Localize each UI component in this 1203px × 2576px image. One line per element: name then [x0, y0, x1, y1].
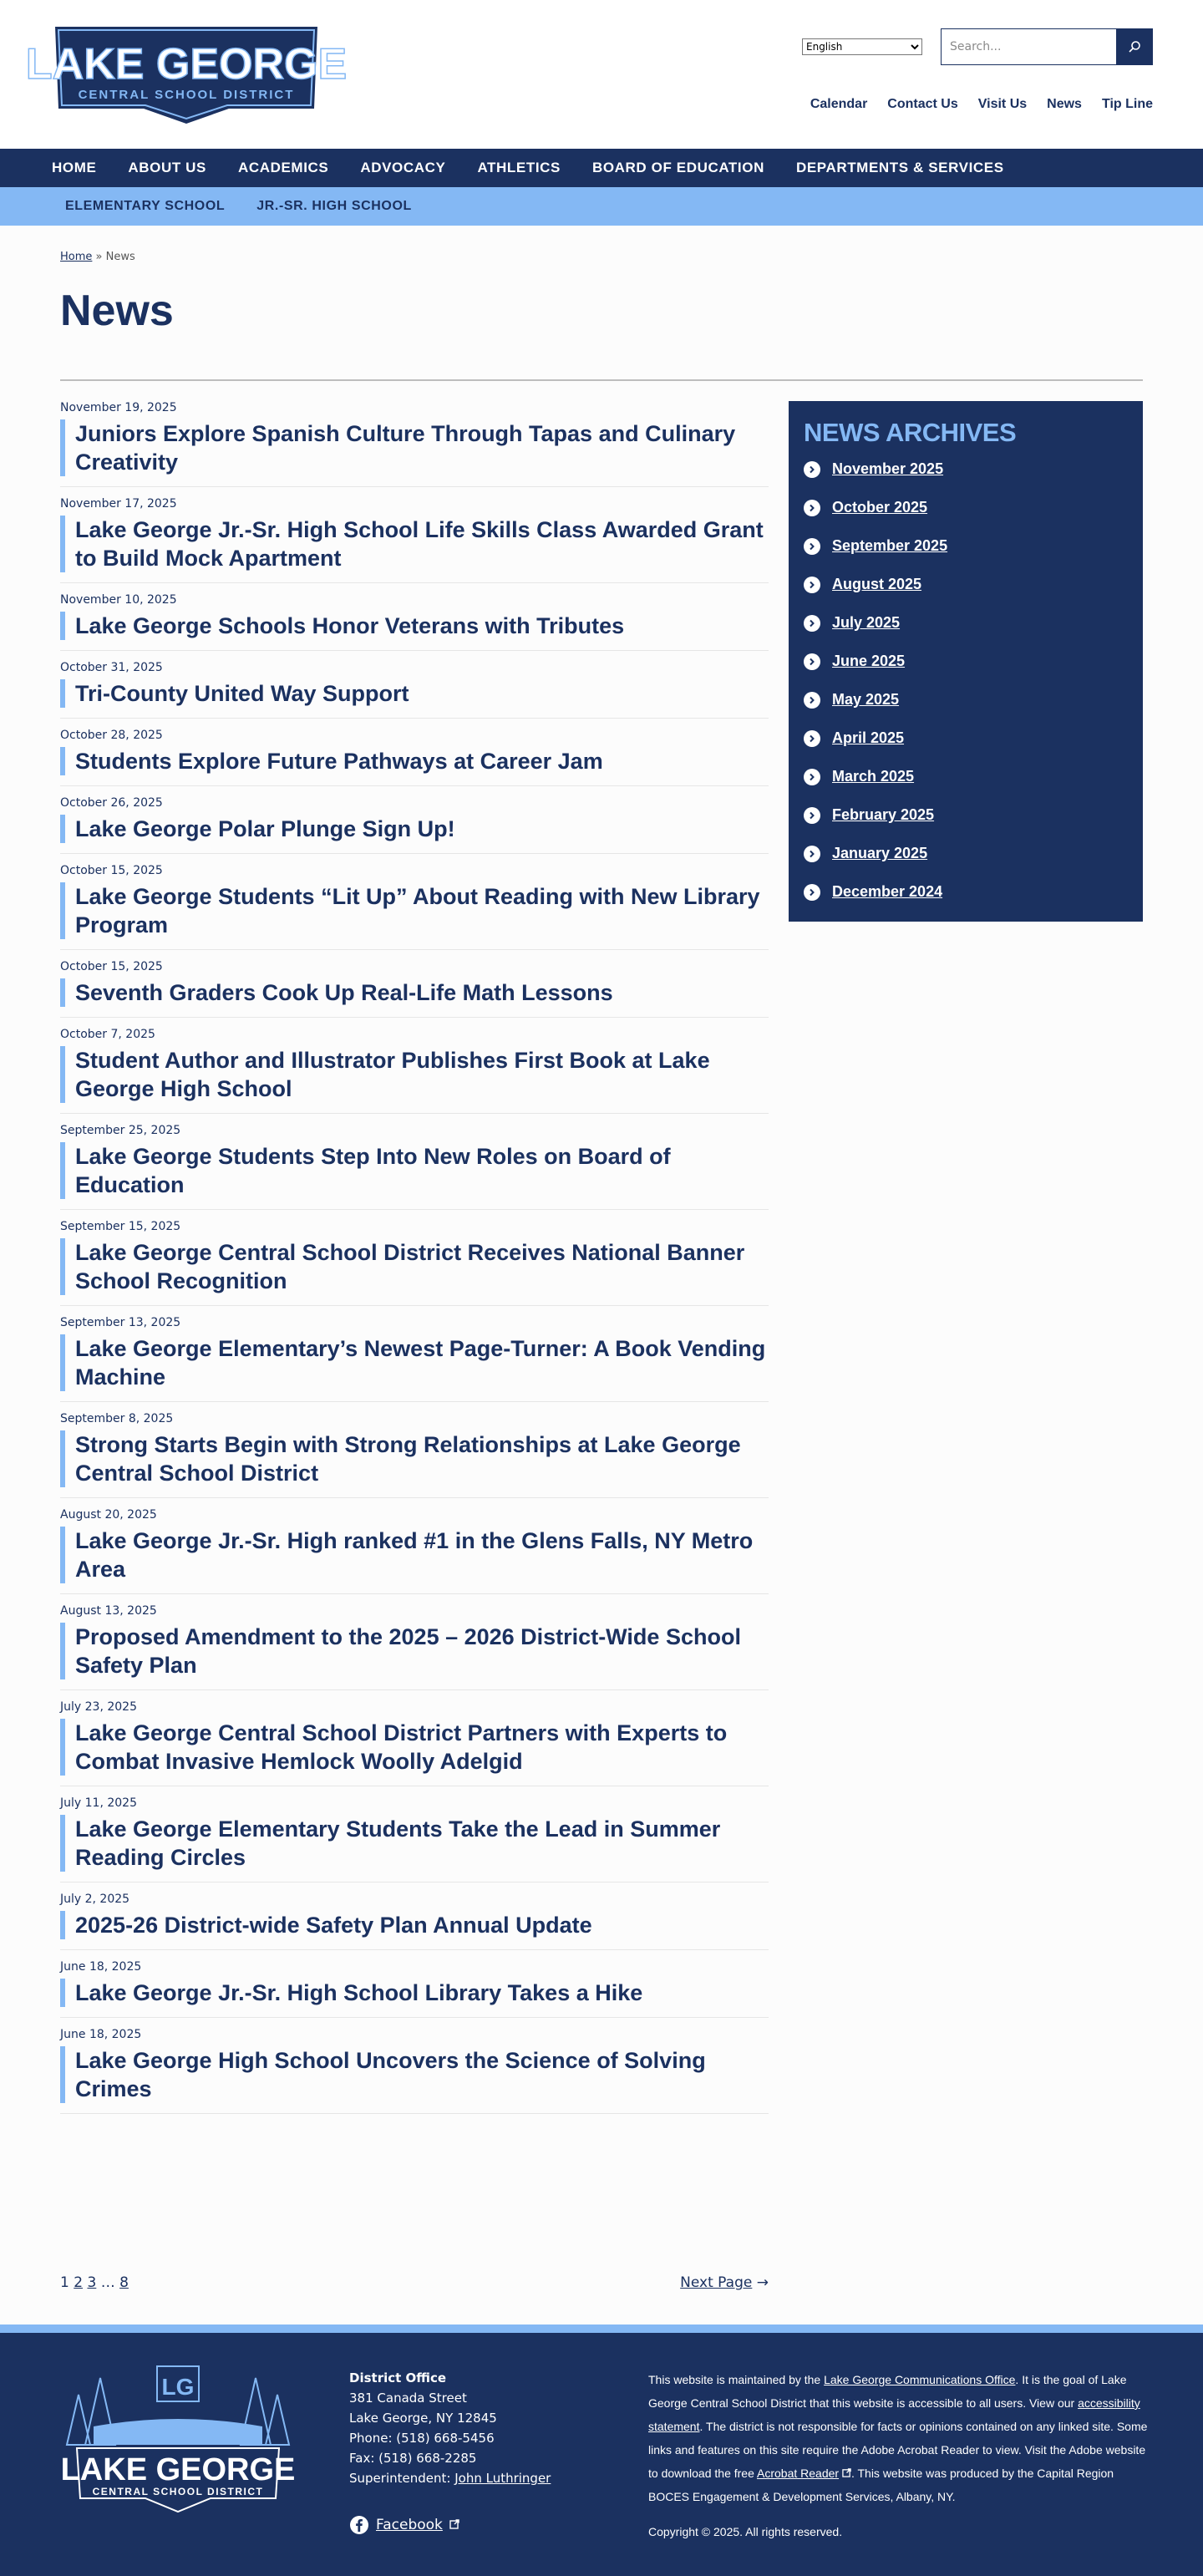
news-date: June 18, 2025 [60, 1960, 142, 1974]
news-date: October 7, 2025 [60, 1028, 155, 1041]
archive-item [804, 575, 1128, 594]
notice-text: . This website was produced by the Capital Region BOCES Engagement & Development Services, Albany, NY. [648, 2467, 1114, 2503]
title-divider [60, 379, 1143, 381]
search-icon [1128, 40, 1141, 53]
facebook-icon [349, 2515, 369, 2535]
next-page-link[interactable]: Next Page [680, 2274, 753, 2291]
archive-link[interactable]: January 2025 [832, 845, 928, 861]
news-title-link[interactable]: Lake George Jr.-Sr. High School Life Skills Class Awarded Grant to Build Mock Apartment [60, 516, 769, 572]
news-title-link[interactable]: Proposed Amendment to the 2025 – 2026 District-Wide School Safety Plan [60, 1623, 769, 1679]
news-item [60, 495, 769, 583]
news-title-link[interactable]: Lake George Jr.-Sr. High ranked #1 in the Glens Falls, NY Metro Area [60, 1527, 769, 1583]
nav-home[interactable]: HOME [52, 160, 97, 175]
page-title: News [60, 287, 174, 335]
chevron-right-icon [804, 538, 820, 555]
news-date: September 13, 2025 [60, 1316, 181, 1329]
archive-link[interactable]: April 2025 [832, 729, 905, 746]
news-title-link[interactable]: Lake George Elementary’s Newest Page-Turner: A Book Vending Machine [60, 1334, 769, 1391]
archive-link[interactable]: October 2025 [832, 499, 928, 516]
page-link[interactable]: 3 [87, 2274, 97, 2291]
main-content [0, 226, 1203, 2325]
news-date: September 25, 2025 [60, 1124, 181, 1137]
news-title-link[interactable]: Lake George Elementary Students Take the Lead in Summer Reading Circles [60, 1815, 769, 1872]
news-title-link[interactable]: Lake George Students “Lit Up” About Reading with New Library Program [60, 882, 769, 939]
news-item [60, 1603, 769, 1690]
pagination [60, 2274, 769, 2291]
footer-logo-main-text: LAKE GEORGE [60, 2452, 296, 2487]
chevron-right-icon [804, 692, 820, 709]
archive-item [804, 729, 1128, 748]
external-link-icon [839, 2467, 851, 2480]
site-header [0, 0, 1203, 149]
nav-elementary-school[interactable]: ELEMENTARY SCHOOL [65, 199, 226, 213]
logo-graphic [25, 22, 348, 125]
news-item [60, 399, 769, 487]
nav-jr-sr-high-school[interactable]: JR.-SR. HIGH SCHOOL [256, 199, 412, 213]
page-link-last[interactable]: 8 [119, 2274, 129, 2291]
news-title-link[interactable]: Lake George Schools Honor Veterans with Tributes [60, 612, 769, 640]
news-title-link[interactable]: Lake George Central School District Receives National Banner School Recognition [60, 1238, 769, 1295]
logo-main-text: LAKE GEORGE [25, 40, 348, 89]
language-select[interactable] [802, 38, 922, 55]
news-title-link[interactable]: Lake George Polar Plunge Sign Up! [60, 815, 769, 843]
page-numbers [60, 2274, 129, 2291]
logo-sub-text: CENTRAL SCHOOL DISTRICT [78, 88, 295, 102]
nav-athletics[interactable]: ATHLETICS [477, 160, 561, 175]
accessibility-notice [648, 2368, 1150, 2508]
news-title-link[interactable]: Students Explore Future Pathways at Career Jam [60, 747, 769, 775]
breadcrumb-current: News [105, 251, 135, 263]
chevron-right-icon [804, 884, 820, 901]
news-title-link[interactable]: Student Author and Illustrator Publishes First Book at Lake George High School [60, 1046, 769, 1103]
notice-text: This website is maintained by the [648, 2373, 825, 2386]
news-date: November 10, 2025 [60, 593, 177, 607]
news-item [60, 1795, 769, 1882]
news-title-link[interactable]: Lake George Jr.-Sr. High School Library Takes a Hike [60, 1979, 769, 2007]
archive-item [804, 536, 1128, 556]
news-date: October 28, 2025 [60, 729, 163, 742]
news-list [60, 399, 769, 2122]
news-title-link[interactable]: Lake George Central School District Partners with Experts to Combat Invasive Hemlock Woolly Adelgid [60, 1719, 769, 1776]
archive-link[interactable]: September 2025 [832, 537, 948, 554]
archive-link[interactable]: February 2025 [832, 806, 935, 823]
superintendent-link[interactable]: John Luthringer [454, 2471, 551, 2486]
news-archives [789, 401, 1143, 922]
news-item [60, 727, 769, 786]
external-link-icon [449, 2517, 459, 2533]
chevron-right-icon [804, 653, 820, 670]
chevron-right-icon [804, 500, 820, 516]
news-item [60, 1314, 769, 1402]
page-link[interactable]: 2 [74, 2274, 84, 2291]
utility-nav [810, 97, 1153, 112]
search-button[interactable] [1116, 28, 1153, 65]
chevron-right-icon [804, 769, 820, 785]
archive-item [804, 613, 1128, 633]
chevron-right-icon [804, 846, 820, 862]
news-title-link[interactable]: Seventh Graders Cook Up Real-Life Math Lessons [60, 978, 769, 1007]
news-item [60, 795, 769, 854]
news-date: July 11, 2025 [60, 1796, 137, 1810]
util-link-contact[interactable]: Contact Us [887, 97, 958, 111]
news-date: November 17, 2025 [60, 497, 177, 511]
news-item [60, 958, 769, 1018]
news-date: July 2, 2025 [60, 1893, 130, 1906]
util-link-news[interactable]: News [1047, 97, 1082, 111]
news-item [60, 862, 769, 950]
archive-item [804, 690, 1128, 709]
news-item [60, 2026, 769, 2114]
archive-link[interactable]: July 2025 [832, 614, 901, 631]
news-item [60, 1410, 769, 1498]
archive-link[interactable]: August 2025 [832, 576, 922, 592]
nav-academics[interactable]: ACADEMICS [237, 160, 329, 175]
news-title-link[interactable]: Tri-County United Way Support [60, 679, 769, 708]
news-date: October 15, 2025 [60, 864, 163, 877]
news-item [60, 1122, 769, 1210]
news-item [60, 659, 769, 719]
news-date: June 18, 2025 [60, 2028, 142, 2041]
school-nav [0, 187, 1203, 226]
news-date: August 20, 2025 [60, 1508, 157, 1522]
accessibility-statement-link[interactable]: accessibility statement [648, 2396, 1140, 2433]
next-page [680, 2274, 769, 2291]
superintendent [349, 2468, 551, 2488]
arrow-right-icon: → [756, 2274, 769, 2291]
util-link-calendar[interactable]: Calendar [810, 97, 868, 111]
archive-item [804, 805, 1128, 825]
news-title-link[interactable]: 2025-26 District-wide Safety Plan Annual Update [60, 1911, 769, 1939]
archive-item [804, 882, 1128, 902]
archive-item [804, 652, 1128, 671]
chevron-right-icon [804, 807, 820, 824]
archive-item [804, 844, 1128, 863]
fax: Fax: (518) 668-2285 [349, 2451, 477, 2466]
archive-link[interactable]: May 2025 [832, 691, 900, 708]
district-logo[interactable] [25, 22, 348, 125]
archive-link[interactable]: December 2024 [832, 883, 943, 900]
news-date: August 13, 2025 [60, 1604, 157, 1618]
archive-link[interactable]: March 2025 [832, 768, 915, 785]
search-input[interactable] [941, 28, 1116, 65]
communications-office-link[interactable]: Lake George Communications Office [824, 2373, 1016, 2386]
contact-title: District Office [349, 2370, 447, 2385]
news-item [60, 1959, 769, 2018]
archive-item [804, 498, 1128, 517]
breadcrumb-separator: » [95, 251, 103, 263]
footer-logo-sub-text: CENTRAL SCHOOL DISTRICT [92, 2486, 264, 2497]
nav-board-of-education[interactable]: BOARD OF EDUCATION [591, 160, 764, 175]
news-item [60, 592, 769, 651]
news-date: October 31, 2025 [60, 661, 163, 674]
news-title-link[interactable]: Juniors Explore Spanish Culture Through Tapas and Culinary Creativity [60, 419, 769, 476]
news-date: September 15, 2025 [60, 1220, 181, 1233]
archive-item [804, 767, 1128, 786]
chevron-right-icon [804, 730, 820, 747]
chevron-right-icon [804, 461, 820, 478]
news-item [60, 1506, 769, 1594]
chevron-right-icon [804, 577, 820, 593]
news-date: October 15, 2025 [60, 960, 163, 973]
news-item [60, 1891, 769, 1950]
archives-title: NEWS ARCHIVES [804, 418, 1017, 447]
district-contact [349, 2368, 551, 2488]
nav-about-us[interactable]: ABOUT US [128, 160, 206, 175]
facebook-link[interactable]: Facebook [376, 2517, 443, 2533]
news-item [60, 1218, 769, 1306]
util-link-visit[interactable]: Visit Us [977, 97, 1028, 111]
page-current: 1 [60, 2274, 69, 2291]
breadcrumb-home[interactable]: Home [60, 251, 93, 263]
news-item [60, 1699, 769, 1786]
copyright: Copyright © 2025. All rights reserved. [648, 2525, 843, 2538]
news-date: November 19, 2025 [60, 401, 177, 414]
news-title-link[interactable]: Lake George High School Uncovers the Science of Solving Crimes [60, 2046, 769, 2103]
phone: Phone: (518) 668-5456 [349, 2431, 495, 2446]
notice-text: . It is the goal of Lake George Central School District that this website is accessible to all users. View our [648, 2373, 1127, 2410]
acrobat-reader-link[interactable]: Acrobat Reader [757, 2467, 840, 2480]
news-title-link[interactable]: Strong Starts Begin with Strong Relationships at Lake George Central School District [60, 1430, 769, 1487]
search-form [941, 28, 1153, 65]
archive-link[interactable]: June 2025 [832, 653, 906, 669]
address-line-2: Lake George, NY 12845 [349, 2411, 497, 2426]
nav-advocacy[interactable]: ADVOCACY [360, 160, 446, 175]
nav-departments-services[interactable]: DEPARTMENTS & SERVICES [795, 160, 1004, 175]
site-footer [0, 2324, 1203, 2576]
main-nav [0, 149, 1203, 187]
archive-link[interactable]: November 2025 [832, 460, 944, 477]
page-ellipsis: … [100, 2274, 115, 2291]
breadcrumb [60, 251, 135, 263]
chevron-right-icon [804, 615, 820, 632]
superintendent-label: Superintendent: [349, 2471, 451, 2486]
news-item [60, 1026, 769, 1114]
notice-text: . The district is not responsible for facts or opinions contained on any linked site. Some links and features on this site require the Adobe Acrobat Reader to view. Visit the Adobe website to download the free [648, 2420, 1148, 2480]
news-date: October 26, 2025 [60, 796, 163, 810]
address-line-1: 381 Canada Street [349, 2391, 467, 2406]
archive-item [804, 460, 1128, 479]
facebook-link-wrap [349, 2515, 459, 2535]
news-title-link[interactable]: Lake George Students Step Into New Roles on Board of Education [60, 1142, 769, 1199]
footer-logo-monogram: LG [161, 2374, 195, 2400]
footer-logo[interactable] [60, 2361, 296, 2517]
util-link-tip-line[interactable]: Tip Line [1101, 97, 1153, 111]
news-date: September 8, 2025 [60, 1412, 174, 1425]
news-date: July 23, 2025 [60, 1700, 137, 1714]
